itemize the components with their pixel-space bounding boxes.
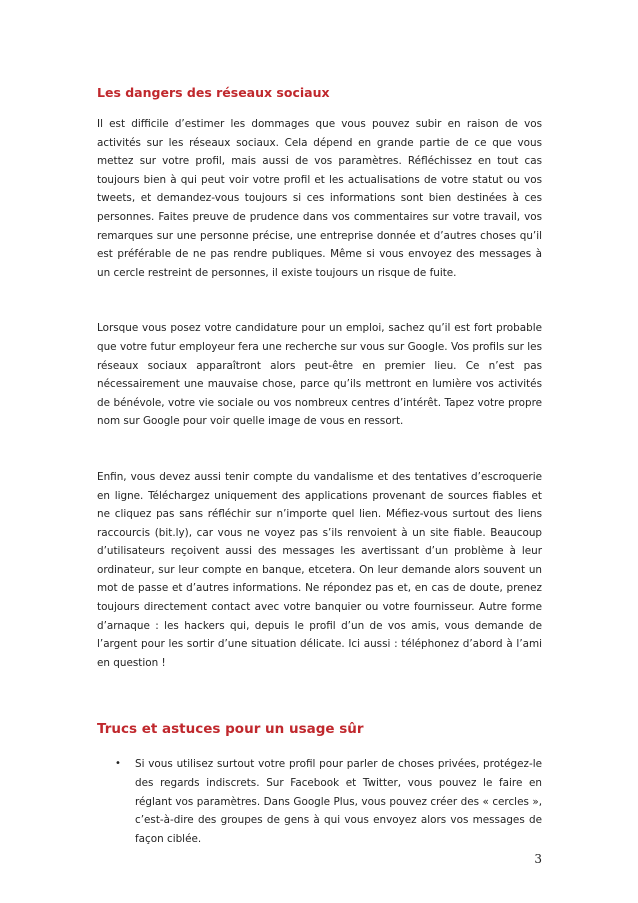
list-item xyxy=(97,755,542,848)
page-content xyxy=(97,84,542,848)
bullet-icon: • xyxy=(115,758,121,770)
section-title-dangers: Les dangers des réseaux sociaux xyxy=(97,85,330,100)
list-item-text: Si vous utilisez surtout votre profil pour parler de choses privées, protégez-le des regards indiscrets. Sur Facebook et Twitter, vous pouvez le faire en réglant vos paramètres. Dans Google Plus, vous pouvez créer des « cercles », c’est-à-dire des groupes de gens à qui vous envoyez alors vos messages de façon ciblée. xyxy=(135,758,542,845)
tips-list xyxy=(97,755,542,848)
paragraph: Enfin, vous devez aussi tenir compte du vandalisme et des tentatives d’escroquerie en ligne. Téléchargez uniquement des applications provenant de sources fiables et ne cliquez pas sans réfléchir sur n’importe quel lien. Méfiez-vous surtout des liens raccourcis (bit.ly), car vous ne voyez pas s’ils renvoient à un site fiable. Beaucoup d’utilisateurs reçoivent aussi des messages les avertissant d’un problème à leur ordinateur, sur leur compte en banque, etcetera. On leur demande alors souvent un mot de passe et d’autres informations. Ne répondez pas et, en cas de doute, prenez toujours directement contact avec votre banquier ou votre fournisseur. Autre forme d’arnaque : les hackers qui, depuis le profil d’un de vos amis, vous demande de l’argent pour les sortir d’une situation délicate. Ici aussi : téléphonez d’abord à l’ami en question ! xyxy=(97,470,542,669)
section-title-tips: Trucs et astuces pour un usage sûr xyxy=(97,721,364,738)
section-body-dangers xyxy=(97,115,542,672)
paragraph: Lorsque vous posez votre candidature pour un emploi, sachez qu’il est fort probable que votre futur employeur fera une recherche sur vous sur Google. Vos profils sur les réseaux sociaux apparaîtront alors peut-être en premier lieu. Ce n’est pas nécessairement une mauvaise chose, parce qu’ils mettront en lumière vos activités de bénévole, votre vie sociale ou vos nombreux centres d’intérêt. Tapez votre propre nom sur Google pour voir quelle image de vous en ressort. xyxy=(97,322,542,428)
page-number: 3 xyxy=(534,852,542,866)
paragraph: Il est difficile d’estimer les dommages que vous pouvez subir en raison de vos activités sur les réseaux sociaux. Cela dépend en grande partie de ce que vous mettez sur votre profil, mais aussi de vos paramètres. Réfléchissez en tout cas toujours bien à qui peut voir votre profil et les actualisations de votre statut ou vos tweets, et demandez-vous toujours si ces informations sont bien destinées à ces personnes. Faites preuve de prudence dans vos commentaires sur votre travail, vos remarques sur une personne précise, une entreprise donnée et d’autres choses qu’il est préférable de ne pas rendre publiques. Même si vous envoyez des messages à un cercle restreint de personnes, il existe toujours un risque de fuite. xyxy=(97,118,542,279)
